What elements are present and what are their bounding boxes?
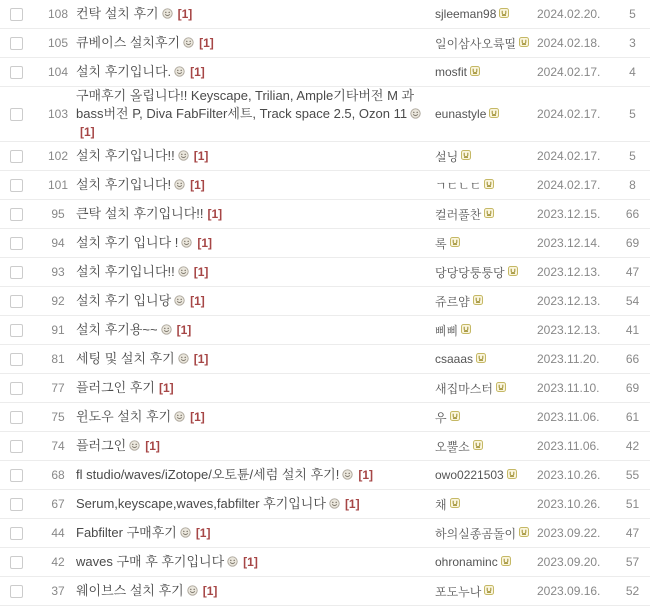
member-level-icon	[519, 36, 529, 50]
author-name[interactable]: mosfit	[435, 65, 468, 79]
view-count: 5	[629, 149, 636, 163]
view-count: 61	[625, 410, 640, 424]
comment-count: [1]	[176, 323, 192, 337]
author-cell	[435, 7, 537, 21]
checkbox-cell	[0, 353, 40, 366]
checkbox-cell	[0, 411, 40, 424]
title-cell	[76, 524, 435, 542]
post-title-link[interactable]	[76, 525, 210, 540]
author-name[interactable]: 삐삐	[435, 323, 459, 338]
post-title-link[interactable]	[76, 293, 205, 308]
post-title: 플러그인	[76, 438, 127, 453]
smiley-icon	[174, 409, 185, 426]
comment-count: [1]	[243, 555, 258, 569]
author-name[interactable]: sjleeman98	[435, 7, 497, 21]
post-title-link[interactable]	[76, 467, 373, 482]
author-cell	[435, 206, 537, 223]
post-date: 2023.09.20.	[537, 555, 601, 569]
title-cell	[76, 466, 435, 484]
author-name[interactable]: ohronaminc	[435, 555, 498, 569]
comment-count: [1]	[193, 149, 209, 163]
post-title: 설치 후기입니다!!	[76, 148, 175, 163]
title-cell	[76, 582, 435, 600]
row-checkbox[interactable]	[10, 179, 23, 192]
checkbox-cell	[0, 498, 40, 511]
view-count: 47	[625, 526, 640, 540]
row-checkbox[interactable]	[10, 37, 23, 50]
post-title: 윈도우 설치 후기	[76, 409, 172, 424]
post-title: 설치 후기 입니다 !	[76, 235, 179, 250]
comment-count: [1]	[193, 265, 209, 279]
member-level-icon	[473, 294, 483, 308]
comment-count: [1]	[344, 497, 360, 511]
author-cell	[435, 322, 537, 339]
post-date: 2024.02.20.	[537, 7, 601, 21]
comment-count: [1]	[195, 526, 211, 540]
checkbox-cell	[0, 382, 40, 395]
author-name[interactable]: eunastyle	[435, 107, 487, 121]
title-cell	[76, 350, 435, 368]
author-name[interactable]: 당당당퉁퉁당	[435, 265, 505, 280]
row-checkbox[interactable]	[10, 324, 23, 337]
table-row	[0, 577, 650, 606]
comment-count: [1]	[193, 352, 209, 366]
post-title: waves 구매 후 후기입니다	[76, 554, 225, 569]
member-level-icon	[508, 265, 518, 279]
author-cell	[435, 525, 537, 542]
row-checkbox[interactable]	[10, 208, 23, 221]
post-title-link[interactable]	[76, 64, 205, 79]
post-date: 2023.11.20.	[537, 352, 600, 366]
row-checkbox[interactable]	[10, 469, 23, 482]
post-number: 101	[47, 178, 69, 192]
post-date: 2024.02.17.	[537, 178, 601, 192]
author-name[interactable]: 포도누나	[435, 584, 482, 599]
post-date: 2023.12.14.	[537, 236, 601, 250]
post-title-link[interactable]	[76, 409, 205, 424]
view-count: 66	[625, 207, 640, 221]
author-cell	[435, 352, 537, 366]
view-count: 5	[629, 107, 636, 121]
post-number: 92	[51, 294, 65, 308]
row-checkbox[interactable]	[10, 237, 23, 250]
post-date: 2023.09.16.	[537, 584, 601, 598]
member-level-icon	[499, 7, 509, 21]
author-name[interactable]: ㄱㄷㄴㄷ	[435, 178, 482, 193]
member-level-icon	[507, 468, 517, 482]
author-cell	[435, 148, 537, 165]
table-row	[0, 345, 650, 374]
row-checkbox[interactable]	[10, 66, 23, 79]
post-title: 설치 후기입니다!!	[76, 264, 175, 279]
post-title-link[interactable]	[76, 148, 208, 163]
table-row	[0, 432, 650, 461]
member-level-icon	[450, 410, 460, 424]
post-number: 105	[47, 36, 69, 50]
author-cell	[435, 438, 537, 455]
row-checkbox[interactable]	[10, 8, 23, 21]
row-checkbox[interactable]	[10, 108, 23, 121]
post-title-link[interactable]	[76, 380, 174, 395]
row-checkbox[interactable]	[10, 498, 23, 511]
post-title-link[interactable]	[76, 235, 212, 250]
smiley-icon	[180, 525, 191, 542]
title-cell	[76, 408, 435, 426]
author-name[interactable]: 우	[435, 410, 447, 425]
post-number: 37	[51, 584, 65, 598]
post-title: 큐베이스 설치후기	[76, 35, 181, 50]
author-name[interactable]: 일이삼사오륙띨	[435, 36, 517, 51]
post-title: 설치 후기입니다!	[76, 177, 172, 192]
checkbox-cell	[0, 266, 40, 279]
member-level-icon	[473, 439, 483, 453]
checkbox-cell	[0, 324, 40, 337]
author-cell	[435, 583, 537, 600]
post-number: 42	[51, 555, 65, 569]
checkbox-cell	[0, 108, 40, 121]
comment-count: [1]	[190, 65, 205, 79]
post-title-link[interactable]	[76, 6, 192, 21]
view-count: 54	[625, 294, 640, 308]
post-number: 93	[51, 265, 65, 279]
member-level-icon	[496, 381, 506, 395]
post-date: 2023.11.06.	[537, 439, 600, 453]
post-number: 67	[51, 497, 65, 511]
table-row	[0, 229, 650, 258]
author-name[interactable]: 채	[435, 497, 447, 512]
author-cell	[435, 35, 537, 52]
checkbox-cell	[0, 179, 40, 192]
author-name[interactable]: 쥬르얌	[435, 294, 470, 309]
table-row	[0, 374, 650, 403]
title-cell	[76, 63, 435, 81]
post-date: 2023.10.26.	[537, 468, 601, 482]
table-row	[0, 29, 650, 58]
author-cell	[435, 380, 537, 397]
post-title: 플러그인 후기	[76, 380, 155, 395]
table-row	[0, 490, 650, 519]
checkbox-cell	[0, 527, 40, 540]
author-name[interactable]: 새집마스터	[435, 381, 493, 396]
comment-count: [1]	[190, 410, 205, 424]
table-row	[0, 316, 650, 345]
title-cell	[76, 263, 435, 281]
title-cell	[76, 292, 435, 310]
view-count: 42	[625, 439, 640, 453]
smiley-icon	[329, 496, 340, 513]
post-date: 2023.12.13.	[537, 294, 601, 308]
row-checkbox[interactable]	[10, 440, 23, 453]
post-title: 설치 후기용~~	[76, 322, 158, 337]
member-level-icon	[470, 65, 480, 79]
checkbox-cell	[0, 66, 40, 79]
member-level-icon	[519, 526, 529, 540]
post-title-link[interactable]	[76, 496, 360, 511]
comment-count: [1]	[202, 584, 218, 598]
author-name[interactable]: 설닝	[435, 149, 459, 164]
member-level-icon	[484, 178, 494, 192]
checkbox-cell	[0, 295, 40, 308]
post-date: 2024.02.17.	[537, 149, 601, 163]
post-title-link[interactable]	[76, 438, 160, 453]
post-title-link[interactable]	[76, 35, 214, 50]
member-level-icon	[484, 584, 494, 598]
post-number: 44	[51, 526, 65, 540]
author-cell	[435, 409, 537, 426]
member-level-icon	[484, 207, 494, 221]
author-name[interactable]: 컬러풀찬	[435, 207, 482, 222]
post-title: 설치 후기입니다.	[76, 64, 172, 79]
checkbox-cell	[0, 440, 40, 453]
post-date: 2023.10.26.	[537, 497, 601, 511]
post-title: 큰탁 설치 후기입니다!!	[76, 206, 204, 221]
author-cell	[435, 555, 537, 569]
smiley-icon	[174, 177, 185, 194]
post-title-link[interactable]	[76, 554, 258, 569]
author-cell	[435, 496, 537, 513]
smiley-icon	[178, 264, 189, 281]
smiley-icon	[129, 438, 140, 455]
post-title: 웨이브스 설치 후기	[76, 583, 184, 598]
post-date: 2023.11.10.	[537, 381, 600, 395]
row-checkbox[interactable]	[10, 266, 23, 279]
post-date: 2024.02.17.	[537, 107, 601, 121]
title-cell	[76, 495, 435, 513]
table-row	[0, 200, 650, 229]
post-title: 구매후기 올립니다!! Keyscape, Trilian, Ample기타버전 M 과 bass버전 P, Diva FabFilter세트, Track space 2.5, Ozon 11	[76, 88, 415, 121]
post-number: 94	[51, 236, 65, 250]
title-cell	[76, 234, 435, 252]
author-name[interactable]: 하의실종곰돌이	[435, 526, 517, 541]
title-cell	[76, 379, 435, 397]
post-date: 2024.02.17.	[537, 65, 601, 79]
member-level-icon	[489, 107, 499, 121]
table-row	[0, 0, 650, 29]
view-count: 41	[625, 323, 640, 337]
title-cell	[76, 5, 435, 23]
smiley-icon	[410, 106, 421, 123]
checkbox-cell	[0, 585, 40, 598]
row-checkbox[interactable]	[10, 527, 23, 540]
checkbox-cell	[0, 469, 40, 482]
view-count: 4	[629, 65, 636, 79]
view-count: 55	[625, 468, 640, 482]
post-number: 91	[51, 323, 65, 337]
title-cell	[76, 176, 435, 194]
post-number: 108	[47, 7, 69, 21]
smiley-icon	[187, 583, 198, 600]
checkbox-cell	[0, 237, 40, 250]
row-checkbox[interactable]	[10, 150, 23, 163]
post-title-link[interactable]	[76, 351, 208, 366]
author-cell	[435, 65, 537, 79]
member-level-icon	[461, 323, 471, 337]
comment-count: [1]	[358, 468, 373, 482]
view-count: 66	[625, 352, 640, 366]
view-count: 69	[625, 381, 640, 395]
smiley-icon	[174, 64, 185, 81]
row-checkbox[interactable]	[10, 411, 23, 424]
smiley-icon	[342, 467, 353, 484]
table-row	[0, 58, 650, 87]
comment-count: [1]	[80, 125, 95, 139]
post-title-link[interactable]	[76, 583, 217, 598]
member-level-icon	[501, 555, 511, 569]
post-title: 컨탁 설치 후기	[76, 6, 159, 21]
author-cell	[435, 293, 537, 310]
post-title-link[interactable]	[76, 322, 191, 337]
title-cell	[76, 321, 435, 339]
view-count: 47	[625, 265, 640, 279]
checkbox-cell	[0, 208, 40, 221]
post-title-link[interactable]	[76, 264, 208, 279]
post-number: 102	[47, 149, 69, 163]
smiley-icon	[174, 293, 185, 310]
smiley-icon	[162, 6, 173, 23]
view-count: 57	[625, 555, 640, 569]
table-row	[0, 171, 650, 200]
table-row	[0, 403, 650, 432]
checkbox-cell	[0, 37, 40, 50]
view-count: 5	[629, 7, 636, 21]
post-title: 세팅 및 설치 후기	[76, 351, 175, 366]
table-row	[0, 87, 650, 142]
smiley-icon	[178, 148, 189, 165]
smiley-icon	[161, 322, 172, 339]
smiley-icon	[183, 35, 194, 52]
title-cell	[76, 147, 435, 165]
author-cell	[435, 107, 537, 121]
post-date: 2024.02.18.	[537, 36, 601, 50]
smiley-icon	[181, 235, 192, 252]
author-cell	[435, 235, 537, 252]
view-count: 51	[625, 497, 640, 511]
checkbox-cell	[0, 556, 40, 569]
post-date: 2023.12.15.	[537, 207, 601, 221]
row-checkbox[interactable]	[10, 585, 23, 598]
author-cell	[435, 264, 537, 281]
title-cell	[76, 437, 435, 455]
member-level-icon	[461, 149, 471, 163]
view-count: 69	[625, 236, 640, 250]
author-name[interactable]: owo0221503	[435, 468, 504, 482]
author-cell	[435, 468, 537, 482]
author-cell	[435, 177, 537, 194]
post-number: 77	[51, 381, 65, 395]
smiley-icon	[227, 554, 238, 571]
smiley-icon	[178, 351, 189, 368]
view-count: 8	[629, 178, 636, 192]
comment-count: [1]	[145, 439, 160, 453]
comment-count: [1]	[177, 7, 193, 21]
author-name[interactable]: csaaas	[435, 352, 474, 366]
post-date: 2023.12.13.	[537, 265, 601, 279]
checkbox-cell	[0, 8, 40, 21]
post-number: 95	[51, 207, 65, 221]
post-title: Fabfilter 구매후기	[76, 525, 177, 540]
post-date: 2023.12.13.	[537, 323, 601, 337]
title-cell	[76, 205, 435, 223]
post-date: 2023.09.22.	[537, 526, 601, 540]
title-cell	[76, 87, 435, 141]
post-number: 75	[51, 410, 65, 424]
comment-count: [1]	[190, 294, 205, 308]
checkbox-cell	[0, 150, 40, 163]
comment-count: [1]	[158, 381, 174, 395]
view-count: 52	[625, 584, 640, 598]
post-title-link[interactable]	[76, 206, 222, 221]
post-number: 104	[47, 65, 69, 79]
post-number: 74	[51, 439, 65, 453]
post-number: 68	[51, 468, 65, 482]
table-row	[0, 519, 650, 548]
comment-count: [1]	[207, 207, 223, 221]
comment-count: [1]	[197, 236, 213, 250]
author-name[interactable]: 오뿔소	[435, 439, 470, 454]
comment-count: [1]	[199, 36, 214, 50]
member-level-icon	[476, 352, 486, 366]
table-row	[0, 461, 650, 490]
comment-count: [1]	[190, 178, 205, 192]
post-number: 81	[51, 352, 65, 366]
view-count: 3	[629, 36, 636, 50]
table-row	[0, 142, 650, 171]
row-checkbox[interactable]	[10, 353, 23, 366]
table-row	[0, 548, 650, 577]
title-cell	[76, 553, 435, 571]
post-title: fl studio/waves/iZotope/오토튠/세럼 설치 후기!	[76, 467, 340, 482]
post-title-link[interactable]	[76, 88, 422, 139]
post-title-link[interactable]	[76, 177, 205, 192]
post-title: Serum,keyscape,waves,fabfilter 후기입니다	[76, 496, 326, 511]
post-date: 2023.11.06.	[537, 410, 600, 424]
table-row	[0, 287, 650, 316]
member-level-icon	[450, 497, 460, 511]
post-number: 103	[47, 107, 69, 121]
row-checkbox[interactable]	[10, 382, 23, 395]
row-checkbox[interactable]	[10, 556, 23, 569]
table-row	[0, 258, 650, 287]
row-checkbox[interactable]	[10, 295, 23, 308]
post-title: 설치 후기 입니당	[76, 293, 172, 308]
title-cell	[76, 34, 435, 52]
author-name[interactable]: 록	[435, 236, 447, 251]
member-level-icon	[450, 236, 460, 250]
